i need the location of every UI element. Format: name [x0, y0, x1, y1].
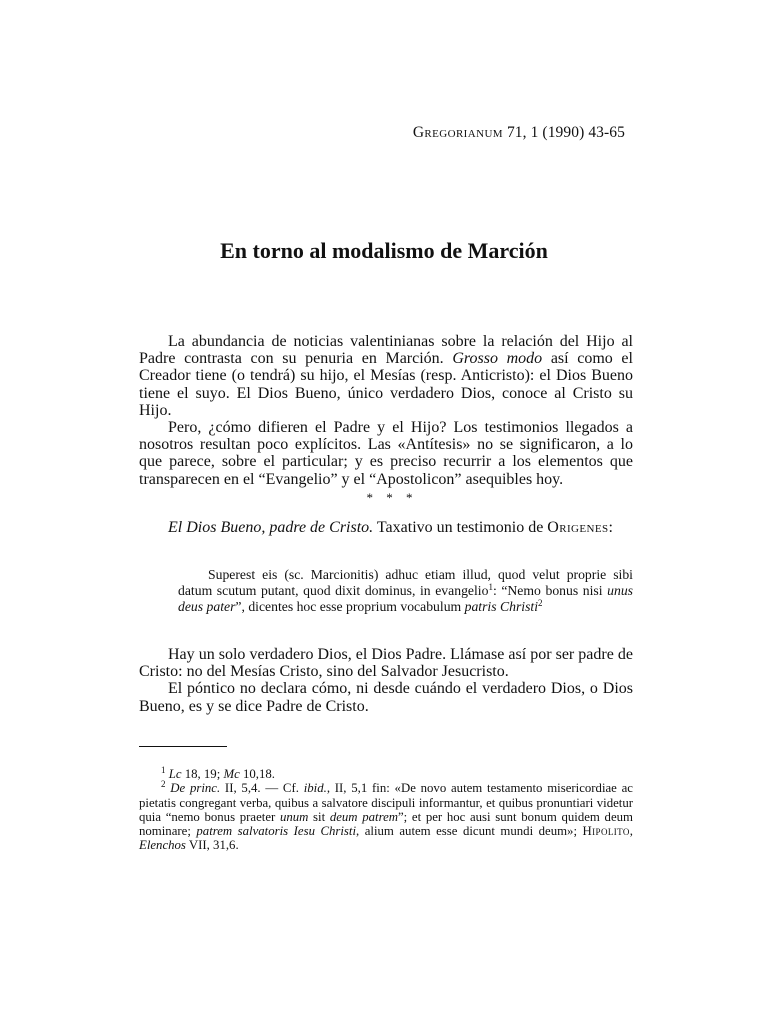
footnote-2-part-m: Elenchos — [139, 838, 186, 853]
footnote-2 — [139, 781, 633, 852]
footnote-2-part-b: II, 5,4. — Cf. — [220, 781, 304, 796]
footnotes — [139, 767, 633, 853]
author-origenes: Origenes — [547, 519, 609, 536]
footnote-ref-1: 1 — [488, 582, 493, 592]
body-text — [139, 333, 633, 508]
footnote-1-part-b: 18, 19; — [181, 767, 224, 781]
footnote-ref-2: 2 — [538, 598, 543, 608]
quote-paragraph — [178, 567, 633, 615]
journal-name: Gregorianum — [412, 124, 503, 141]
footnote-1 — [139, 767, 633, 781]
paragraph-1-text-b: así como el Creador tiene (o tendrá) su hijo, el Mesías (resp. Anticristo): el Dios Bueno tiene el suyo. El Dios Bueno, único verdadero Dios, conoce al Cristo su Hijo. — [139, 350, 633, 419]
journal-details: 71, 1 (1990) 43-65 — [506, 124, 625, 141]
footnote-2-author: Hipolito — [582, 824, 630, 839]
footnote-2-part-c: ibid. — [303, 781, 327, 796]
quote-text-b: : “Nemo bonus nisi — [492, 583, 608, 598]
footnote-2-part-i: patrem salvatoris Iesu Christi — [196, 824, 357, 839]
quote-text-a: Superest eis (sc. Marcionitis) adhuc etiam illud, quod velut proprie sibi datum scutum putant, quod dixit dominus, in evangelio — [178, 567, 633, 598]
footnote-1-number: 1 — [161, 765, 166, 775]
quote-italic-1: unus deus pater — [178, 583, 633, 614]
paragraph-1-text-a: La abundancia de noticias valentinianas sobre la relación del Hijo al Padre contrasta con su penuria en Marción. — [139, 333, 633, 368]
journal-reference — [413, 124, 625, 142]
section-separator: * * * — [366, 489, 418, 505]
paragraph-3-italic: El Dios Bueno, padre de Cristo. — [168, 519, 374, 536]
quote-text-c: ”, dicentes hoc esse proprium vocabulum — [235, 599, 465, 614]
footnote-1-part-c: Mc — [223, 767, 240, 781]
article-title: En torno al modalismo de Marción — [220, 238, 548, 263]
footnote-divider — [139, 746, 227, 747]
footnote-2-part-h: ”; et per hoc ausi sunt bonum quidem deum nominare; — [139, 809, 633, 839]
paragraph-3-text-b: : — [608, 519, 613, 536]
footnote-2-part-j: , alium autem esse dicunt mundi deum»; — [356, 824, 583, 839]
paragraph-5: El póntico no declara cómo, ni desde cuándo el verdadero Dios, o Dios Bueno, es y se dice Padre de Cristo. — [139, 680, 633, 715]
footnote-2-part-n: VII, 31,6. — [185, 838, 239, 853]
body-text-3 — [139, 646, 633, 715]
footnote-2-part-f: sit — [308, 809, 330, 824]
footnote-1-part-d: 10,18. — [239, 767, 276, 781]
footnote-2-number: 2 — [161, 779, 166, 790]
footnote-2-part-a: De princ. — [170, 781, 221, 796]
footnote-2-part-l: , — [629, 824, 633, 839]
footnote-2-part-e: unum — [279, 809, 309, 824]
paragraph-1 — [139, 333, 633, 419]
quote-italic-2: patris Christi — [464, 599, 539, 614]
body-text-2 — [139, 519, 633, 536]
footnote-2-part-d: , II, 5,1 fin: «De novo autem testamento misericordiae ac pietatis congregant verba, quibus a salvatore discipuli informantur, et quibus pronuntiari videtur quia “nemo bonus praeter — [139, 781, 633, 824]
footnote-2-part-g: deum patrem — [329, 809, 398, 824]
paragraph-1-italic: Grosso modo — [452, 350, 543, 368]
block-quote — [178, 567, 633, 615]
paragraph-2: Pero, ¿cómo difieren el Padre y el Hijo? Los testimonios llegados a nosotros resultan poco explícitos. Las «Antítesis» no se significaron, a lo que parece, sobre el particular; y es preciso recurrir a los elementos que transparecen en el “Evangelio” y el “Apostolicon” asequibles hoy. — [139, 419, 633, 488]
footnote-1-part-a: Lc — [168, 767, 182, 781]
paragraph-4: Hay un solo verdadero Dios, el Dios Padre. Llámase así por ser padre de Cristo: no del Mesías Cristo, sino del Salvador Jesucristo. — [139, 646, 633, 681]
paragraph-3-text-a: Taxativo un testimonio de — [373, 519, 548, 536]
paragraph-3 — [139, 519, 633, 536]
